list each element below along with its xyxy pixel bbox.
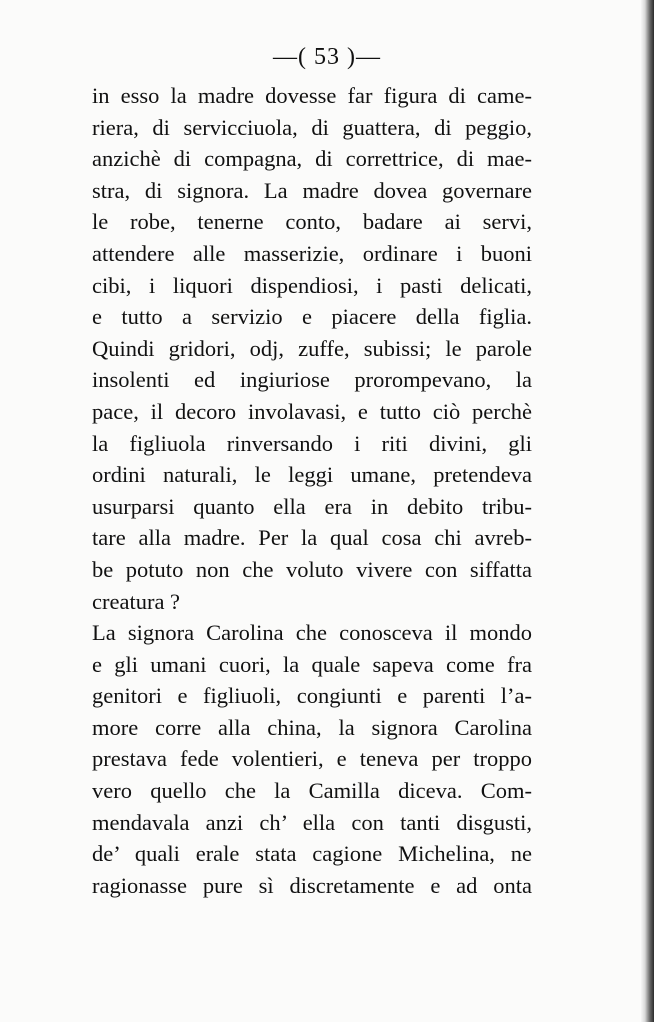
text-line: vero quello che la Camilla diceva. Com- (92, 778, 532, 804)
text-line: pace, il decoro involavasi, e tutto ciò perchè (92, 398, 532, 424)
text-line: in esso la madre dovesse far figura di came- (92, 83, 532, 108)
text-line: la figliuola rinversando i riti divini, gli (92, 430, 532, 456)
text-line: tare alla madre. Per la qual cosa chi avreb- (92, 525, 532, 551)
text-line: usurparsi quanto ella era in debito tribu- (92, 493, 532, 519)
text-line: mendavala anzi ch’ ella con tanti disgusti, (92, 809, 532, 835)
text-line: be potuto non che voluto vivere con siffatta (92, 556, 532, 582)
text-line: cibi, i liquori dispendiosi, i pasti delicati, (92, 272, 532, 298)
text-line: stra, di signora. La madre dovea governare (92, 177, 532, 203)
text-line: riera, di servicciuola, di guattera, di peggio, (92, 114, 532, 140)
body-text (92, 80, 532, 901)
text-line: prestava fede volentieri, e teneva per troppo (92, 746, 532, 772)
text-line: le robe, tenerne conto, badare ai servi, (92, 209, 532, 235)
text-line: ordini naturali, le leggi umane, pretendeva (92, 462, 532, 488)
text-line: ragionasse pure sì discretamente e ad onta (92, 872, 532, 898)
text-line: creatura ? (92, 588, 181, 614)
text-line: de’ quali erale stata cagione Michelina, ne (92, 841, 532, 867)
text-line: La signora Carolina che conosceva il mondo (92, 620, 532, 646)
text-line: genitori e figliuoli, congiunti e parenti l’a- (92, 683, 532, 709)
text-line: more corre alla china, la signora Carolina (92, 714, 532, 740)
page-number-header: —( 53 )— (273, 44, 381, 70)
page-edge-shadow (640, 0, 654, 1022)
text-line: e gli umani cuori, la quale sapeva come fra (92, 651, 532, 677)
text-line: e tutto a servizio e piacere della figlia. (92, 304, 532, 330)
text-line: insolenti ed ingiuriose prorompevano, la (92, 367, 532, 393)
text-line: Quindi gridori, odj, zuffe, subissi; le parole (92, 335, 532, 361)
text-line: attendere alle masserizie, ordinare i buoni (92, 240, 532, 266)
text-line: anzichè di compagna, di correttrice, di mae- (92, 146, 532, 172)
